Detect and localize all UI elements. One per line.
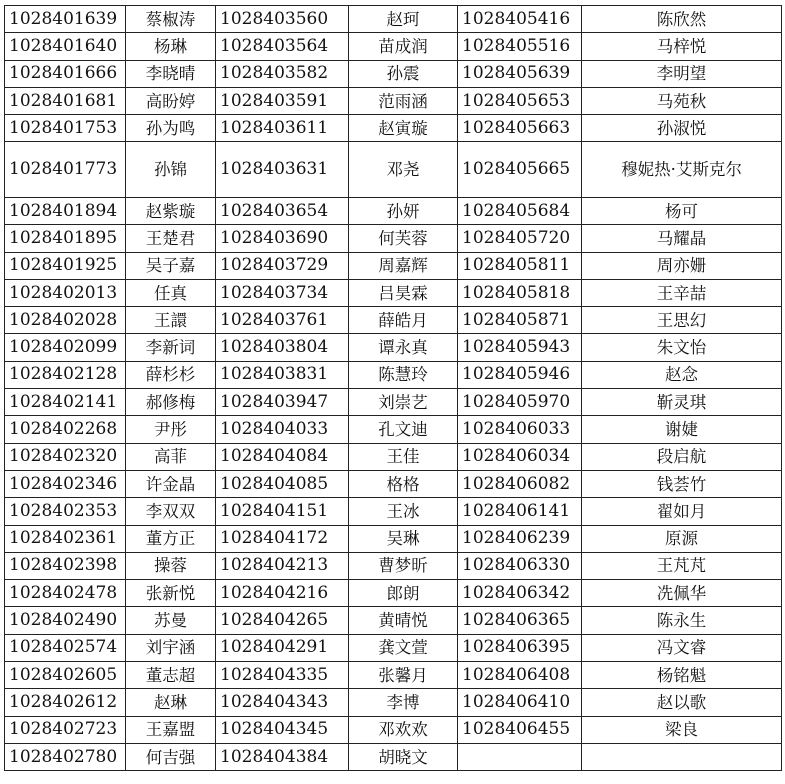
table-row <box>5 252 782 279</box>
student-id-cell: 1028405720 <box>458 225 582 252</box>
student-name-cell: 原源 <box>582 525 782 552</box>
student-name-cell: 赵以歌 <box>582 689 782 716</box>
student-name-cell: 赵念 <box>582 361 782 388</box>
student-name-cell: 何吉强 <box>126 743 216 770</box>
student-id-cell: 1028403690 <box>216 225 349 252</box>
student-id-cell: 1028401773 <box>5 142 126 198</box>
student-name-cell: 陈永生 <box>582 607 782 634</box>
student-id-cell: 1028405943 <box>458 334 582 361</box>
student-id-cell: 1028403734 <box>216 279 349 306</box>
table-row <box>5 33 782 60</box>
student-name-cell: 王思幻 <box>582 307 782 334</box>
student-id-cell: 1028403591 <box>216 87 349 114</box>
student-id-cell: 1028402605 <box>5 662 126 689</box>
student-id-cell: 1028403654 <box>216 197 349 224</box>
student-name-cell: 张新悦 <box>126 580 216 607</box>
student-id-cell: 1028401666 <box>5 60 126 87</box>
table-row <box>5 525 782 552</box>
student-id-cell: 1028406033 <box>458 416 582 443</box>
student-name-cell: 黄晴悦 <box>349 607 458 634</box>
student-id-cell: 1028404151 <box>216 498 349 525</box>
student-id-cell: 1028403947 <box>216 389 349 416</box>
student-name-cell: 赵珂 <box>349 6 458 33</box>
student-id-cell: 1028405639 <box>458 60 582 87</box>
table-row <box>5 334 782 361</box>
table-row <box>5 416 782 443</box>
student-name-cell: 刘宇涵 <box>126 634 216 661</box>
student-id-cell: 1028404172 <box>216 525 349 552</box>
student-id-cell: 1028404216 <box>216 580 349 607</box>
student-id-cell: 1028404085 <box>216 470 349 497</box>
student-id-cell: 1028402780 <box>5 743 126 770</box>
student-id-cell: 1028404213 <box>216 552 349 579</box>
student-name-cell: 董方正 <box>126 525 216 552</box>
student-name-cell <box>582 743 782 770</box>
student-name-cell: 梁良 <box>582 716 782 743</box>
student-name-cell: 李博 <box>349 689 458 716</box>
student-id-cell: 1028405946 <box>458 361 582 388</box>
student-name-cell: 苗成润 <box>349 33 458 60</box>
student-id-cell: 1028404084 <box>216 443 349 470</box>
student-name-cell: 邓尧 <box>349 142 458 198</box>
student-name-cell: 李新词 <box>126 334 216 361</box>
student-name-cell: 赵寅璇 <box>349 115 458 142</box>
student-id-cell: 1028405653 <box>458 87 582 114</box>
student-id-cell: 1028405818 <box>458 279 582 306</box>
student-id-cell: 1028405416 <box>458 6 582 33</box>
student-name-cell: 陈欣然 <box>582 6 782 33</box>
student-name-cell: 刘崇艺 <box>349 389 458 416</box>
student-name-cell: 陈慧玲 <box>349 361 458 388</box>
student-id-cell: 1028403582 <box>216 60 349 87</box>
table-row <box>5 307 782 334</box>
roster-table <box>4 5 782 771</box>
student-name-cell: 赵紫璇 <box>126 197 216 224</box>
student-name-cell: 高菲 <box>126 443 216 470</box>
student-name-cell: 王佳 <box>349 443 458 470</box>
student-id-cell: 1028405516 <box>458 33 582 60</box>
table-row <box>5 87 782 114</box>
student-id-cell: 1028403564 <box>216 33 349 60</box>
student-id-cell: 1028403611 <box>216 115 349 142</box>
student-id-cell: 1028406365 <box>458 607 582 634</box>
student-id-cell: 1028404265 <box>216 607 349 634</box>
table-row <box>5 60 782 87</box>
student-id-cell: 1028406408 <box>458 662 582 689</box>
table-row <box>5 6 782 33</box>
student-name-cell: 薛皓月 <box>349 307 458 334</box>
student-name-cell: 高盼婷 <box>126 87 216 114</box>
student-id-cell: 1028405871 <box>458 307 582 334</box>
student-name-cell: 冼佩华 <box>582 580 782 607</box>
student-name-cell: 邓欢欢 <box>349 716 458 743</box>
student-id-cell: 1028406395 <box>458 634 582 661</box>
student-id-cell: 1028401681 <box>5 87 126 114</box>
student-id-cell: 1028403560 <box>216 6 349 33</box>
student-name-cell: 穆妮热·艾斯克尔 <box>582 142 782 198</box>
student-id-cell: 1028404384 <box>216 743 349 770</box>
student-id-cell: 1028406455 <box>458 716 582 743</box>
table-row <box>5 361 782 388</box>
table-row <box>5 115 782 142</box>
student-id-cell: 1028406082 <box>458 470 582 497</box>
student-id-cell: 1028404335 <box>216 662 349 689</box>
table-row <box>5 225 782 252</box>
table-row <box>5 634 782 661</box>
student-id-cell: 1028401640 <box>5 33 126 60</box>
student-name-cell: 王芃芃 <box>582 552 782 579</box>
student-name-cell: 冯文睿 <box>582 634 782 661</box>
student-id-cell: 1028402346 <box>5 470 126 497</box>
student-name-cell: 谢婕 <box>582 416 782 443</box>
student-name-cell: 周亦姗 <box>582 252 782 279</box>
student-name-cell: 周嘉辉 <box>349 252 458 279</box>
student-id-cell: 1028402013 <box>5 279 126 306</box>
student-id-cell: 1028402128 <box>5 361 126 388</box>
student-name-cell: 格格 <box>349 470 458 497</box>
student-name-cell: 谭永真 <box>349 334 458 361</box>
student-id-cell: 1028402320 <box>5 443 126 470</box>
student-name-cell: 薛杉杉 <box>126 361 216 388</box>
student-name-cell: 龚文萱 <box>349 634 458 661</box>
student-name-cell: 王嘉盟 <box>126 716 216 743</box>
table-row <box>5 197 782 224</box>
student-id-cell: 1028402361 <box>5 525 126 552</box>
student-name-cell: 吴子嘉 <box>126 252 216 279</box>
student-id-cell: 1028401894 <box>5 197 126 224</box>
student-name-cell: 郝修梅 <box>126 389 216 416</box>
student-name-cell: 孙为鸣 <box>126 115 216 142</box>
table-row <box>5 607 782 634</box>
student-id-cell: 1028405663 <box>458 115 582 142</box>
student-name-cell: 李明望 <box>582 60 782 87</box>
student-name-cell: 杨琳 <box>126 33 216 60</box>
student-id-cell: 1028406330 <box>458 552 582 579</box>
student-name-cell: 王譞 <box>126 307 216 334</box>
student-name-cell: 董志超 <box>126 662 216 689</box>
table-row <box>5 443 782 470</box>
student-name-cell: 段启航 <box>582 443 782 470</box>
student-id-cell: 1028402723 <box>5 716 126 743</box>
student-id-cell: 1028404343 <box>216 689 349 716</box>
student-id-cell: 1028402028 <box>5 307 126 334</box>
student-name-cell: 曹梦昕 <box>349 552 458 579</box>
student-name-cell: 钱荟竹 <box>582 470 782 497</box>
student-id-cell: 1028401639 <box>5 6 126 33</box>
student-name-cell: 王楚君 <box>126 225 216 252</box>
student-id-cell: 1028402398 <box>5 552 126 579</box>
student-name-cell: 李晓晴 <box>126 60 216 87</box>
student-id-cell: 1028403761 <box>216 307 349 334</box>
student-id-cell: 1028406410 <box>458 689 582 716</box>
student-id-cell: 1028401753 <box>5 115 126 142</box>
student-id-cell: 1028406239 <box>458 525 582 552</box>
student-name-cell: 任真 <box>126 279 216 306</box>
student-id-cell: 1028402268 <box>5 416 126 443</box>
student-name-cell: 赵琳 <box>126 689 216 716</box>
table-row <box>5 743 782 770</box>
student-name-cell: 王冰 <box>349 498 458 525</box>
student-name-cell: 操蓉 <box>126 552 216 579</box>
student-id-cell: 1028402099 <box>5 334 126 361</box>
student-name-cell: 孙锦 <box>126 142 216 198</box>
student-id-cell: 1028405684 <box>458 197 582 224</box>
student-name-cell: 靳灵琪 <box>582 389 782 416</box>
student-name-cell: 孙震 <box>349 60 458 87</box>
student-name-cell: 杨铭魁 <box>582 662 782 689</box>
student-name-cell: 吕昊霖 <box>349 279 458 306</box>
roster-table-body <box>5 6 782 771</box>
student-name-cell: 翟如月 <box>582 498 782 525</box>
student-name-cell: 尹彤 <box>126 416 216 443</box>
student-id-cell: 1028403831 <box>216 361 349 388</box>
student-id-cell: 1028401925 <box>5 252 126 279</box>
student-name-cell: 王辛喆 <box>582 279 782 306</box>
table-row <box>5 389 782 416</box>
table-row <box>5 580 782 607</box>
student-id-cell: 1028402353 <box>5 498 126 525</box>
student-name-cell: 郎朗 <box>349 580 458 607</box>
table-row <box>5 142 782 198</box>
student-id-cell: 1028406034 <box>458 443 582 470</box>
student-name-cell: 杨可 <box>582 197 782 224</box>
student-id-cell: 1028401895 <box>5 225 126 252</box>
student-name-cell: 朱文怡 <box>582 334 782 361</box>
student-name-cell: 吴琳 <box>349 525 458 552</box>
student-name-cell: 范雨涵 <box>349 87 458 114</box>
student-name-cell: 马苑秋 <box>582 87 782 114</box>
student-id-cell: 1028403804 <box>216 334 349 361</box>
student-name-cell: 孔文迪 <box>349 416 458 443</box>
student-id-cell: 1028403631 <box>216 142 349 198</box>
student-id-cell: 1028406141 <box>458 498 582 525</box>
student-name-cell: 马耀晶 <box>582 225 782 252</box>
table-row <box>5 498 782 525</box>
table-row <box>5 279 782 306</box>
student-id-cell: 1028405811 <box>458 252 582 279</box>
student-id-cell <box>458 743 582 770</box>
student-id-cell: 1028402478 <box>5 580 126 607</box>
student-id-cell: 1028402574 <box>5 634 126 661</box>
student-id-cell: 1028405970 <box>458 389 582 416</box>
student-id-cell: 1028404291 <box>216 634 349 661</box>
student-name-cell: 胡晓文 <box>349 743 458 770</box>
student-id-cell: 1028405665 <box>458 142 582 198</box>
student-id-cell: 1028406342 <box>458 580 582 607</box>
student-id-cell: 1028402490 <box>5 607 126 634</box>
student-id-cell: 1028402141 <box>5 389 126 416</box>
student-name-cell: 何芙蓉 <box>349 225 458 252</box>
student-name-cell: 张馨月 <box>349 662 458 689</box>
table-row <box>5 689 782 716</box>
student-name-cell: 苏曼 <box>126 607 216 634</box>
student-name-cell: 李双双 <box>126 498 216 525</box>
table-row <box>5 716 782 743</box>
student-name-cell: 马梓悦 <box>582 33 782 60</box>
student-name-cell: 许金晶 <box>126 470 216 497</box>
student-name-cell: 孙妍 <box>349 197 458 224</box>
student-id-cell: 1028403729 <box>216 252 349 279</box>
student-name-cell: 蔡椒涛 <box>126 6 216 33</box>
student-id-cell: 1028404345 <box>216 716 349 743</box>
student-id-cell: 1028404033 <box>216 416 349 443</box>
student-id-cell: 1028402612 <box>5 689 126 716</box>
table-row <box>5 470 782 497</box>
student-name-cell: 孙淑悦 <box>582 115 782 142</box>
table-row <box>5 662 782 689</box>
table-row <box>5 552 782 579</box>
